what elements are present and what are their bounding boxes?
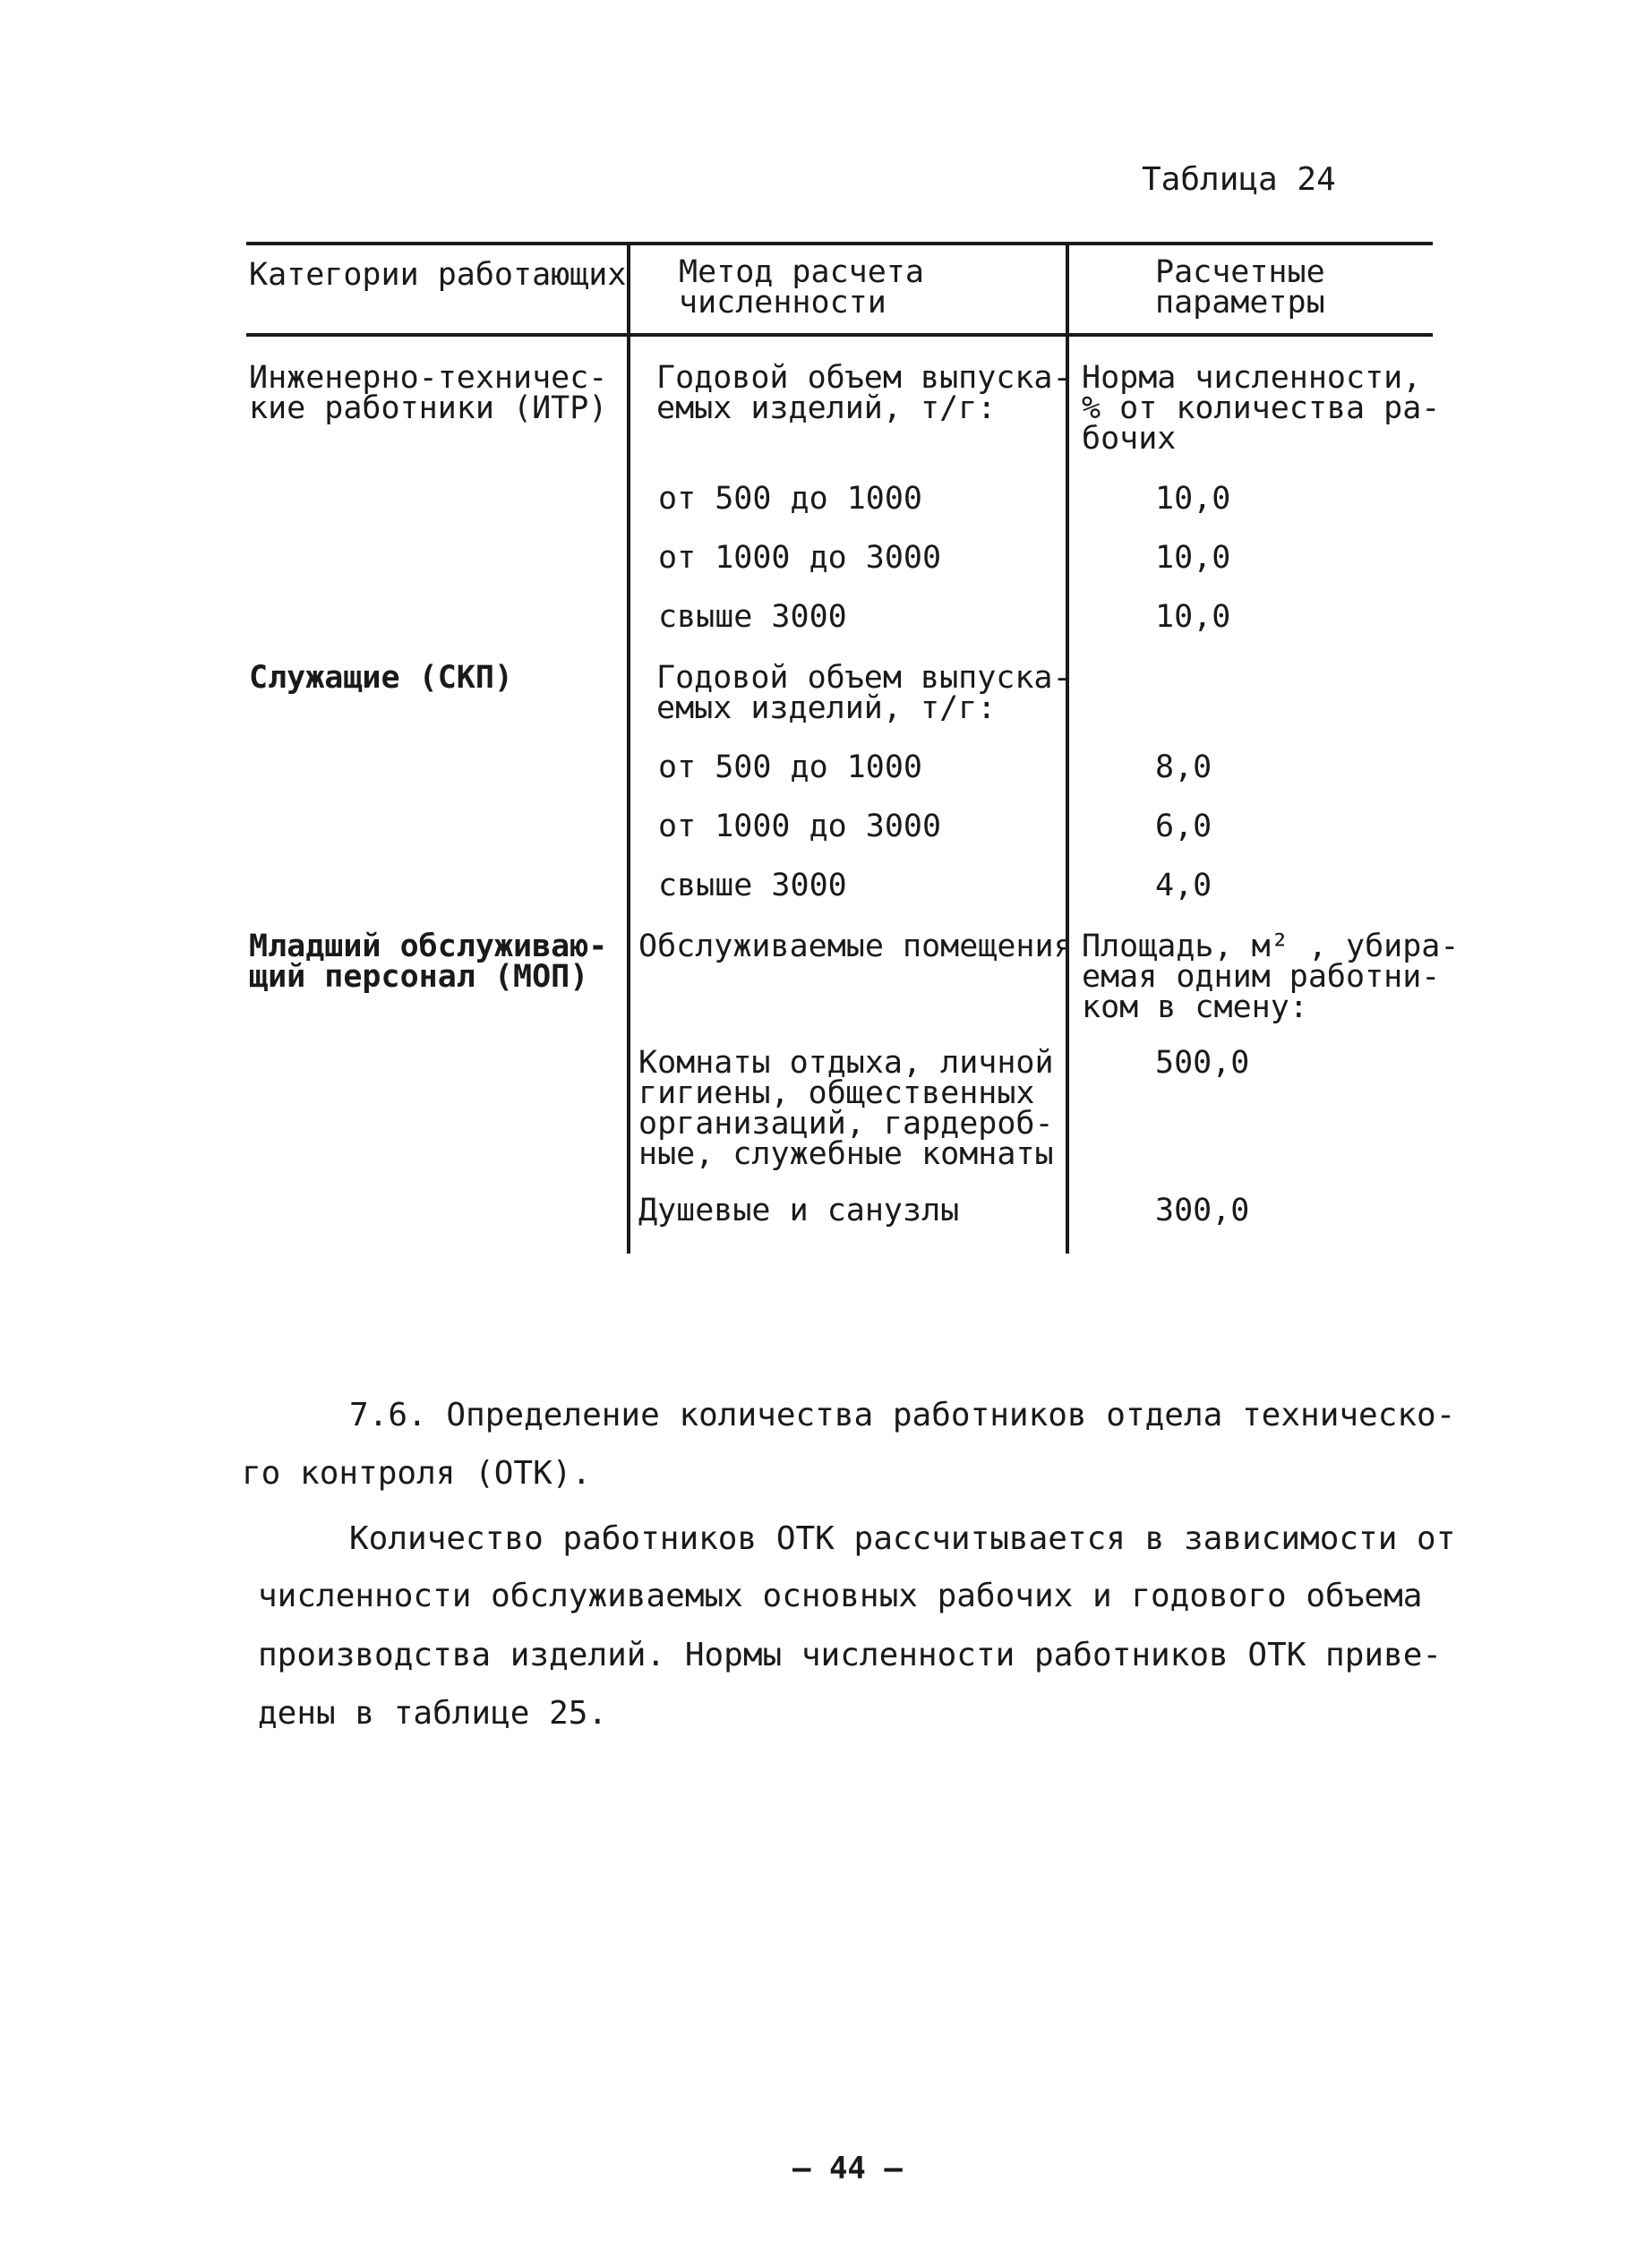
mop-row-method: Душевые и санузлы (638, 1193, 960, 1228)
category-mop: Младший обслуживаю- щий персонал (МОП) (249, 929, 608, 995)
mop-row-value: 300,0 (1155, 1193, 1250, 1228)
table-column-divider-1 (627, 242, 630, 1254)
param-itr: Норма численности, % от количества ра- бочих (1082, 360, 1441, 457)
mop-row-method: Комнаты отдыха, личной гигиены, общественных организаций, гардероб- ные, служебные комнаты (638, 1045, 1054, 1172)
itr-row-value: 10,0 (1155, 599, 1231, 635)
itr-row-method: от 1000 до 3000 (658, 540, 942, 576)
header-method: Метод расчета численности (679, 254, 924, 321)
category-itr: Инженерно-техничес- кие работники (ИТР) (249, 360, 608, 426)
itr-row-value: 10,0 (1155, 540, 1231, 576)
header-parameters: Расчетные параметры (1155, 254, 1325, 321)
body-text-line: Количество работников ОТК рассчитывается в зависимости от (349, 1520, 1456, 1557)
itr-row-method: свыше 3000 (658, 599, 847, 635)
section-heading-line: го контроля (ОТК). (242, 1455, 592, 1492)
table-caption: Таблица 24 (1142, 161, 1336, 198)
skp-row-method: свыше 3000 (658, 868, 847, 903)
body-text-line: производства изделий. Нормы численности работников ОТК приве- (258, 1637, 1443, 1673)
itr-row-value: 10,0 (1155, 481, 1231, 517)
skp-row-method: от 1000 до 3000 (658, 809, 942, 844)
table-header-rule (246, 333, 1433, 337)
skp-row-method: от 500 до 1000 (658, 749, 923, 785)
section-heading-line: 7.6. Определение количества работников отдела техническо- (349, 1397, 1456, 1434)
method-skp: Годовой объем выпуска- емых изделий, т/г: (656, 660, 1072, 726)
skp-row-value: 6,0 (1155, 809, 1212, 844)
skp-row-value: 8,0 (1155, 749, 1212, 785)
mop-row-value: 500,0 (1155, 1045, 1250, 1081)
page-number: — 44 — (792, 2151, 903, 2187)
header-categories: Категории работающих (249, 257, 627, 293)
body-text-line: дены в таблице 25. (258, 1695, 608, 1732)
itr-row-method: от 500 до 1000 (658, 481, 923, 517)
category-skp: Служащие (СКП) (249, 660, 514, 696)
method-itr: Годовой объем выпуска- емых изделий, т/г: (656, 360, 1072, 426)
table-top-rule (246, 242, 1433, 245)
param-mop: Площадь, м² , убира- емая одним работни- ком в смену: (1082, 929, 1460, 1025)
skp-row-value: 4,0 (1155, 868, 1212, 903)
method-mop: Обслуживаемые помещения (638, 929, 1073, 964)
body-text-line: численности обслуживаемых основных рабочих и годового объема (258, 1578, 1423, 1614)
